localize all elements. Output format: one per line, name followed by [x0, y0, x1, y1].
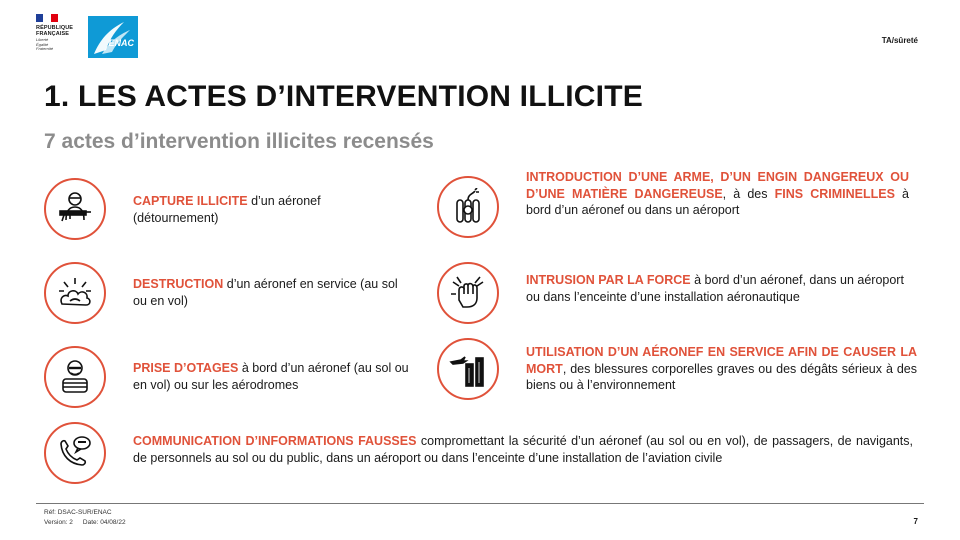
act-capture-text: CAPTURE ILLICITE d’un aéronef (détournement)	[133, 194, 321, 225]
act-weapon-text: INTRODUCTION D’UNE ARME, D’UN ENGIN DANGEREUX OU D’UNE MATIÈRE DANGEREUSE, à des FINS CRIMINELLES à bord d’un aéronef ou dans un aéroport	[526, 170, 910, 217]
hijacker-icon	[44, 178, 106, 240]
footer-version: Version: 2	[44, 519, 73, 526]
rf-motto: Liberté Égalité Fraternité	[36, 37, 54, 52]
footer-ref: Réf: DSAC-SUR/ENAC	[44, 509, 112, 516]
page-subtitle: 7 actes d’intervention illicites recensés	[44, 130, 434, 153]
act-communication-text: COMMUNICATION D’INFORMATIONS FAUSSES compromettant la sécurité d’un aéronef (au sol ou en vol), de passagers, de navigants, de personnels au sol ou du public, dans un aéroport ou dans l’enceinte d’une installation de l’aviation civile	[133, 434, 913, 465]
footer-divider	[36, 503, 924, 504]
footer-date: Date: 04/08/22	[82, 519, 126, 526]
french-flag-icon	[36, 14, 58, 22]
footer-reference	[44, 508, 136, 528]
enac-text: ENAC	[108, 38, 134, 48]
act-hostage-text: PRISE D’OTAGES à bord d’un aéronef (au sol ou en vol) ou sur les aérodromes	[133, 361, 409, 392]
plane-towers-icon	[437, 338, 499, 400]
communication-icon	[44, 422, 106, 484]
rf-line-2: FRANÇAISE	[36, 31, 69, 37]
hostage-icon	[44, 346, 106, 408]
act-aircraft-weapon-text: UTILISATION D’UN AÉRONEF EN SERVICE AFIN DE CAUSER LA MORT, des blessures corporelles graves ou des dégâts sérieux à des biens ou à l’environnement	[526, 345, 917, 392]
enac-logo	[88, 16, 138, 58]
dynamite-icon	[437, 176, 499, 238]
fist-icon	[437, 262, 499, 324]
explosion-icon	[44, 262, 106, 324]
page-title: 1. LES ACTES D’INTERVENTION ILLICITE	[44, 80, 643, 113]
enac-bird-icon	[88, 16, 138, 58]
act-intrusion-text: INTRUSION PAR LA FORCE à bord d’un aéronef, dans un aéroport ou dans l’enceinte d’une installation aéronautique	[526, 273, 904, 304]
header-tag: TA/sûreté	[881, 36, 918, 45]
act-destruction-text: DESTRUCTION d’un aéronef en service (au sol ou en vol)	[133, 277, 398, 308]
page-number: 7	[913, 517, 918, 526]
rf-line-1: RÉPUBLIQUE	[36, 25, 74, 31]
republique-francaise-logo	[36, 14, 88, 60]
